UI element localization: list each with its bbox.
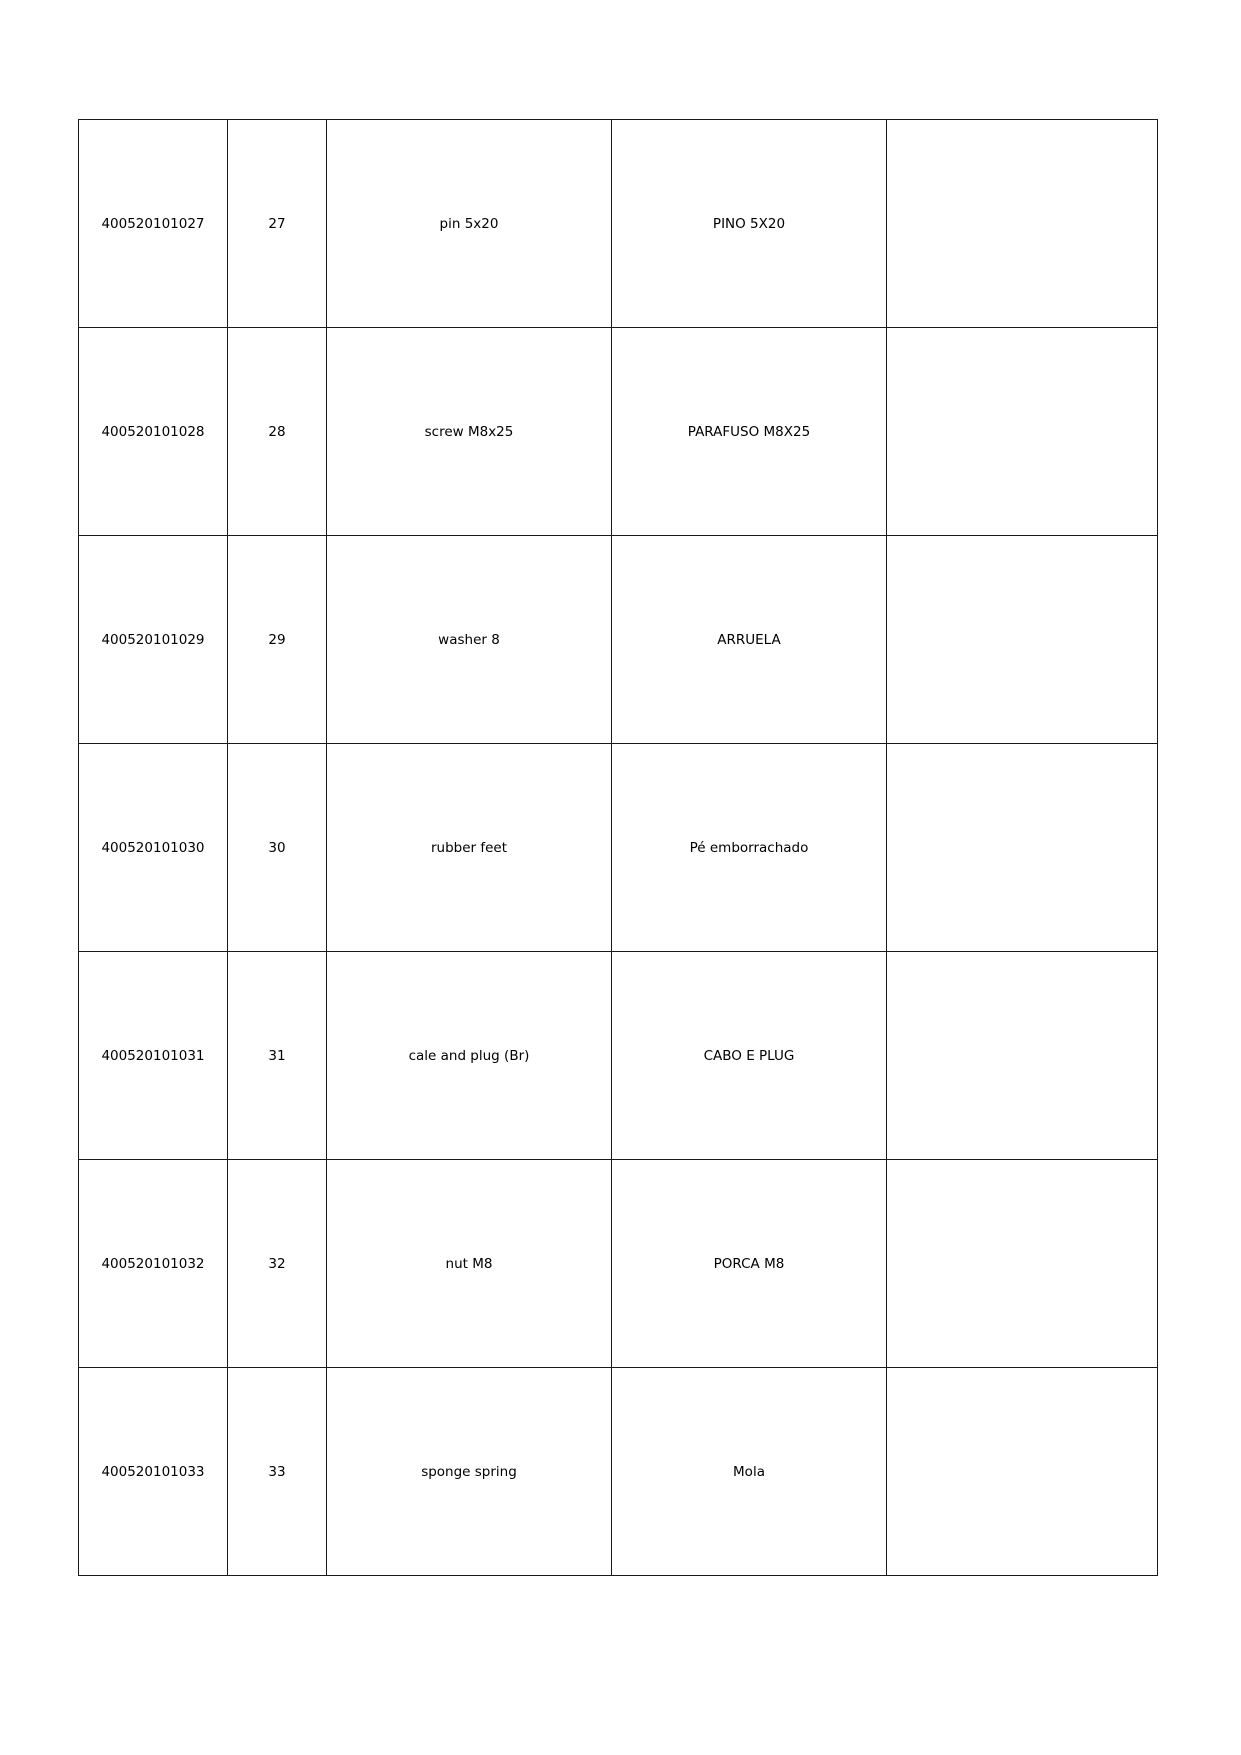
part-name-english-cell: rubber feet [327, 744, 612, 952]
part-number-cell: 28 [228, 328, 327, 536]
table-row [79, 120, 1158, 328]
empty-cell [887, 328, 1158, 536]
part-name-english-cell: nut M8 [327, 1160, 612, 1368]
part-name-portuguese-cell: PORCA M8 [612, 1160, 887, 1368]
empty-cell [887, 536, 1158, 744]
part-number-cell: 27 [228, 120, 327, 328]
part-code-cell: 400520101033 [79, 1368, 228, 1576]
part-name-portuguese-cell: Mola [612, 1368, 887, 1576]
part-name-english-cell: pin 5x20 [327, 120, 612, 328]
part-number-cell: 32 [228, 1160, 327, 1368]
part-name-portuguese-cell: ARRUELA [612, 536, 887, 744]
part-name-portuguese-cell: PINO 5X20 [612, 120, 887, 328]
part-code-cell: 400520101032 [79, 1160, 228, 1368]
table-row [79, 1368, 1158, 1576]
part-name-english-cell: washer 8 [327, 536, 612, 744]
part-name-portuguese-cell: PARAFUSO M8X25 [612, 328, 887, 536]
table-row [79, 328, 1158, 536]
part-code-cell: 400520101030 [79, 744, 228, 952]
part-name-english-cell: screw M8x25 [327, 328, 612, 536]
part-code-cell: 400520101031 [79, 952, 228, 1160]
parts-table [78, 119, 1158, 1576]
empty-cell [887, 744, 1158, 952]
part-number-cell: 30 [228, 744, 327, 952]
empty-cell [887, 1160, 1158, 1368]
part-name-portuguese-cell: Pé emborrachado [612, 744, 887, 952]
table-row [79, 536, 1158, 744]
part-name-english-cell: cale and plug (Br) [327, 952, 612, 1160]
part-code-cell: 400520101029 [79, 536, 228, 744]
part-name-english-cell: sponge spring [327, 1368, 612, 1576]
part-number-cell: 29 [228, 536, 327, 744]
empty-cell [887, 952, 1158, 1160]
part-code-cell: 400520101027 [79, 120, 228, 328]
part-number-cell: 33 [228, 1368, 327, 1576]
empty-cell [887, 120, 1158, 328]
table-row [79, 744, 1158, 952]
part-name-portuguese-cell: CABO E PLUG [612, 952, 887, 1160]
part-number-cell: 31 [228, 952, 327, 1160]
part-code-cell: 400520101028 [79, 328, 228, 536]
table-row [79, 952, 1158, 1160]
table-row [79, 1160, 1158, 1368]
empty-cell [887, 1368, 1158, 1576]
